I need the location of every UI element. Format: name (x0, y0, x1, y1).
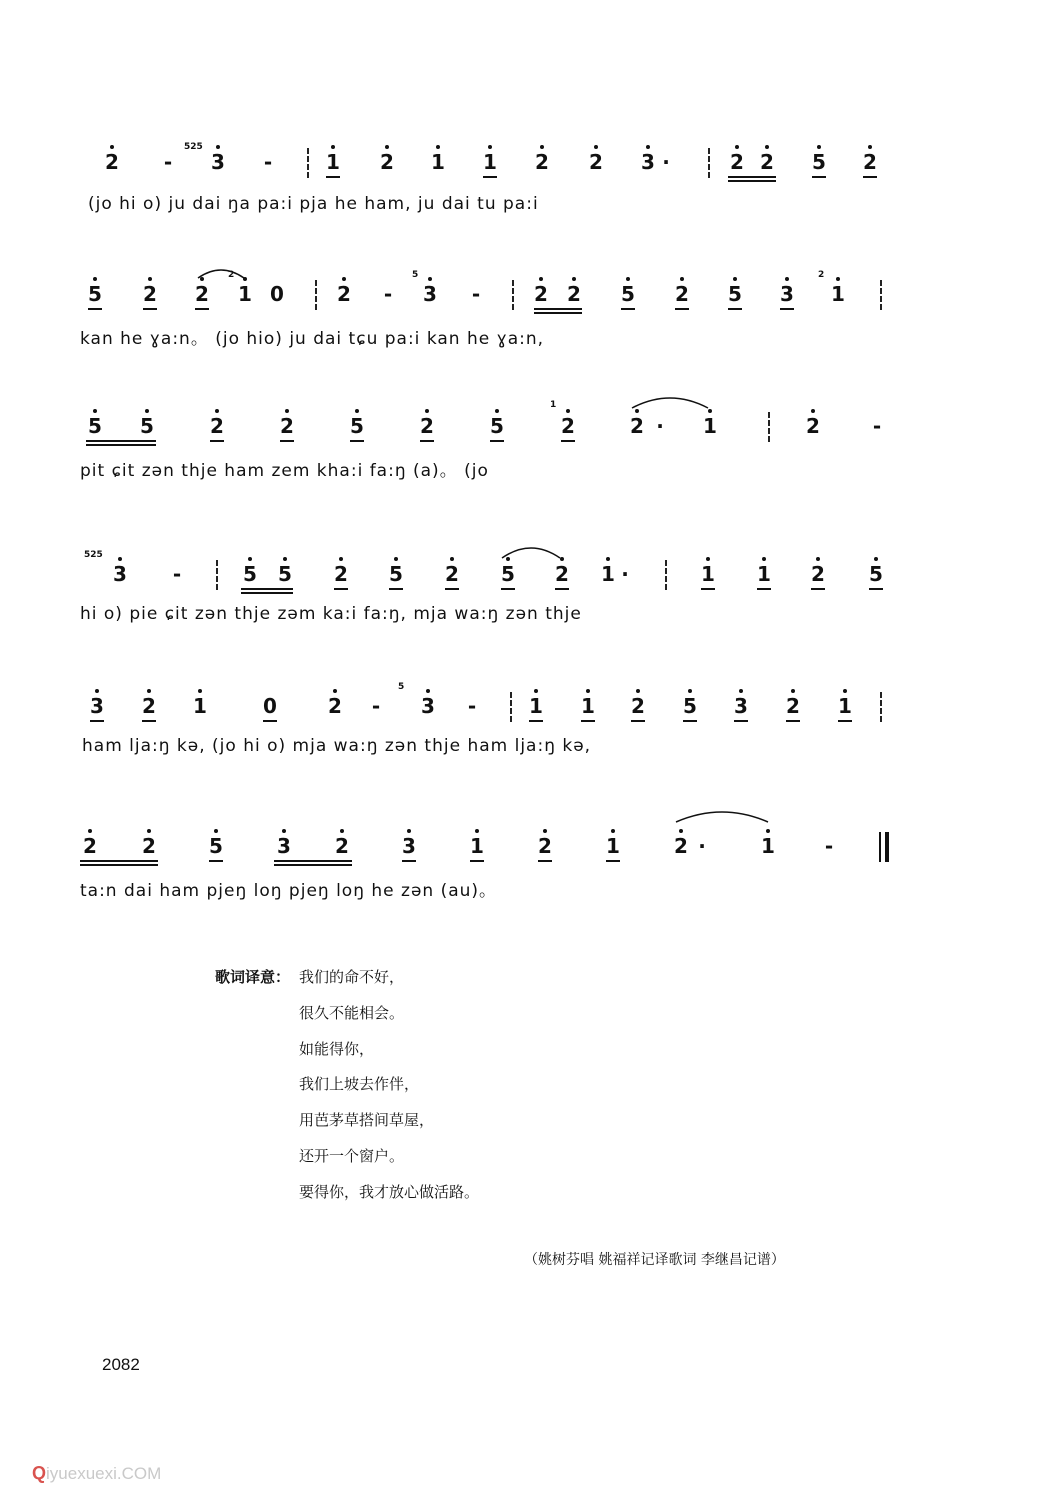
underline (274, 864, 352, 866)
octave-dot (708, 409, 712, 413)
underline (529, 720, 543, 722)
barline (512, 280, 514, 310)
underline (757, 588, 771, 590)
octave-dot (636, 689, 640, 693)
octave-dot (635, 409, 639, 413)
octave-dot (566, 409, 570, 413)
octave-dot (407, 829, 411, 833)
octave-dot (283, 557, 287, 561)
note: 3 (90, 694, 104, 718)
octave-dot (540, 145, 544, 149)
underline (334, 588, 348, 590)
underline (490, 440, 504, 442)
underline (241, 588, 293, 590)
note: 5 (869, 562, 883, 586)
lyrics-line: (jo hi o) ju dai ŋa pa:i pja he ham, ju dai tu pa:i (88, 194, 539, 214)
translation-line: 如能得你， (299, 1040, 375, 1058)
underline (621, 308, 635, 310)
note: 3 (641, 150, 655, 174)
note: 2 (786, 694, 800, 718)
octave-dot (118, 557, 122, 561)
note: 1 (606, 834, 620, 858)
score-system-2 (0, 270, 1056, 350)
octave-dot (436, 145, 440, 149)
octave-dot (148, 277, 152, 281)
note: 5 (621, 282, 635, 306)
octave-dot (791, 689, 795, 693)
underline (863, 176, 877, 178)
underline (581, 720, 595, 722)
underline (470, 860, 484, 862)
note: 2 (561, 414, 575, 438)
note: 5 (209, 834, 223, 858)
note: 1 (701, 562, 715, 586)
octave-dot (214, 829, 218, 833)
octave-dot (428, 277, 432, 281)
underline (606, 860, 620, 862)
underline (786, 720, 800, 722)
note: 1 (838, 694, 852, 718)
note: 2 (631, 694, 645, 718)
note: 5 (501, 562, 515, 586)
note: 3 (780, 282, 794, 306)
score-system-6 (0, 822, 1056, 902)
dash: - (263, 150, 273, 174)
octave-dot (198, 689, 202, 693)
octave-dot (680, 277, 684, 281)
octave-dot (606, 557, 610, 561)
octave-dot (506, 557, 510, 561)
dot-mark: · (662, 150, 670, 174)
note: 5 (243, 562, 257, 586)
score-system-4 (0, 550, 1056, 630)
note: 1 (831, 282, 845, 306)
lyrics-line: kan he ɣa:n。 (jo hio) ju dai tɕu pa:i kan he ɣa:n, (80, 329, 545, 349)
underline (728, 308, 742, 310)
note: 3 (211, 150, 225, 174)
translation-line: 我们的命不好， (299, 968, 405, 986)
note: 2 (674, 834, 688, 858)
score-system-3 (0, 402, 1056, 482)
note: 3 (402, 834, 416, 858)
note: 2 (105, 150, 119, 174)
octave-dot (733, 277, 737, 281)
underline (734, 720, 748, 722)
underline (538, 860, 552, 862)
note: 1 (757, 562, 771, 586)
barline (307, 148, 309, 178)
octave-dot (766, 829, 770, 833)
note: 1 (601, 562, 615, 586)
underline (350, 440, 364, 442)
octave-dot (355, 409, 359, 413)
octave-dot (495, 409, 499, 413)
underline (241, 592, 293, 594)
underline (631, 720, 645, 722)
note: 3 (421, 694, 435, 718)
score-system-1 (0, 140, 1056, 220)
octave-dot (811, 409, 815, 413)
note: 2 (538, 834, 552, 858)
translation-line: 很久不能相会。 (299, 1004, 405, 1022)
octave-dot (735, 145, 739, 149)
barline (768, 412, 770, 442)
note: 2 (335, 834, 349, 858)
underline (445, 588, 459, 590)
note: 2 (195, 282, 209, 306)
underline (143, 308, 157, 310)
underline (142, 720, 156, 722)
note: 2 (675, 282, 689, 306)
octave-dot (450, 557, 454, 561)
note: 1 (193, 694, 207, 718)
octave-dot (534, 689, 538, 693)
note: 5 (683, 694, 697, 718)
note: 1 (238, 282, 252, 306)
underline (728, 176, 776, 178)
slur (196, 264, 246, 280)
grace-notes: 5 (412, 270, 419, 280)
note: 2 (143, 282, 157, 306)
watermark-logo: Q (32, 1463, 47, 1483)
underline (420, 440, 434, 442)
dot-mark: · (621, 562, 629, 586)
underline (728, 180, 776, 182)
dash: - (163, 150, 173, 174)
octave-dot (543, 829, 547, 833)
note: 2 (280, 414, 294, 438)
octave-dot (785, 277, 789, 281)
page-number: 2082 (102, 1355, 140, 1374)
lyrics-line: ta:n dai ham pjeŋ loŋ pjeŋ loŋ he zən (au)。 (80, 881, 498, 901)
note: 2 (328, 694, 342, 718)
note: 2 (589, 150, 603, 174)
note: 2 (811, 562, 825, 586)
note: 1 (581, 694, 595, 718)
underline (280, 440, 294, 442)
underline (501, 588, 515, 590)
octave-dot (385, 145, 389, 149)
octave-dot (147, 689, 151, 693)
note: 5 (88, 282, 102, 306)
note: 2 (555, 562, 569, 586)
translation-line: 我们上坡去作伴， (299, 1075, 420, 1093)
underline (90, 720, 104, 722)
note: 2 (337, 282, 351, 306)
octave-dot (340, 829, 344, 833)
note: 5 (812, 150, 826, 174)
octave-dot (147, 829, 151, 833)
note: 1 (761, 834, 775, 858)
watermark-text: iyuexuexi.COM (46, 1464, 162, 1483)
slur (630, 392, 710, 410)
octave-dot (626, 277, 630, 281)
note: 3 (734, 694, 748, 718)
octave-dot (572, 277, 576, 281)
note: 1 (470, 834, 484, 858)
note: 2 (806, 414, 820, 438)
note: 3 (423, 282, 437, 306)
barline (708, 148, 710, 178)
octave-dot (706, 557, 710, 561)
octave-dot (488, 145, 492, 149)
note: 1 (703, 414, 717, 438)
octave-dot (339, 557, 343, 561)
dash: - (371, 694, 381, 718)
octave-dot (739, 689, 743, 693)
note: 2 (535, 150, 549, 174)
note: 2 (534, 282, 548, 306)
note: 2 (730, 150, 744, 174)
underline (210, 440, 224, 442)
octave-dot (539, 277, 543, 281)
underline (780, 308, 794, 310)
underline (701, 588, 715, 590)
note: 5 (389, 562, 403, 586)
note: 2 (142, 834, 156, 858)
grace-notes: 5 (398, 682, 405, 692)
final-barline-thin (879, 832, 881, 862)
octave-dot (762, 557, 766, 561)
underline (561, 440, 575, 442)
grace-notes: 2 (818, 270, 825, 280)
note: 2 (334, 562, 348, 586)
watermark (32, 1463, 161, 1484)
octave-dot (817, 145, 821, 149)
octave-dot (216, 145, 220, 149)
underline (683, 720, 697, 722)
note: 1 (483, 150, 497, 174)
underline (534, 308, 582, 310)
barline (315, 280, 317, 310)
octave-dot (425, 409, 429, 413)
underline (86, 440, 156, 442)
note: 1 (431, 150, 445, 174)
dash: - (172, 562, 182, 586)
octave-dot (285, 409, 289, 413)
barline (665, 560, 667, 590)
note: 2 (420, 414, 434, 438)
note: 0 (263, 694, 277, 718)
note: 5 (278, 562, 292, 586)
underline (555, 588, 569, 590)
note: 5 (140, 414, 154, 438)
note: 2 (567, 282, 581, 306)
slur (674, 806, 770, 824)
dash: - (383, 282, 393, 306)
barline (216, 560, 218, 590)
octave-dot (342, 277, 346, 281)
underline (811, 588, 825, 590)
octave-dot (282, 829, 286, 833)
note: 2 (445, 562, 459, 586)
dot-mark: · (656, 414, 664, 438)
note: 1 (529, 694, 543, 718)
note: 3 (113, 562, 127, 586)
octave-dot (679, 829, 683, 833)
octave-dot (594, 145, 598, 149)
octave-dot (611, 829, 615, 833)
underline (534, 312, 582, 314)
barline (880, 280, 882, 310)
translation-line: 要得你，我才放心做活路。 (299, 1183, 480, 1201)
lyrics-line: hi o) pie ɕit zən thje zəm ka:i fa:ŋ, mja wa:ŋ zən thje (80, 604, 582, 624)
translation-line: 还开一个窗户。 (299, 1147, 405, 1165)
note: 1 (326, 150, 340, 174)
underline (483, 176, 497, 178)
note: 5 (350, 414, 364, 438)
octave-dot (145, 409, 149, 413)
score-system-5 (0, 682, 1056, 762)
octave-dot (426, 689, 430, 693)
underline (675, 308, 689, 310)
barline (880, 692, 882, 722)
octave-dot (765, 145, 769, 149)
octave-dot (243, 277, 247, 281)
octave-dot (88, 829, 92, 833)
octave-dot (93, 277, 97, 281)
underline (402, 860, 416, 862)
grace-notes: 525 (184, 142, 203, 152)
octave-dot (248, 557, 252, 561)
octave-dot (93, 409, 97, 413)
lyrics-line: ham lja:ŋ kə, (jo hi o) mja wa:ŋ zən thje ham lja:ŋ kə, (82, 736, 592, 756)
octave-dot (646, 145, 650, 149)
octave-dot (331, 145, 335, 149)
octave-dot (95, 689, 99, 693)
octave-dot (215, 409, 219, 413)
underline (86, 444, 156, 446)
underline (812, 176, 826, 178)
octave-dot (836, 277, 840, 281)
octave-dot (333, 689, 337, 693)
octave-dot (843, 689, 847, 693)
credits: （姚树芬唱 姚福祥记译歌词 李继昌记谱） (524, 1252, 785, 1268)
grace-notes: 1 (550, 400, 557, 410)
note: 5 (728, 282, 742, 306)
underline (209, 860, 223, 862)
underline (274, 860, 352, 862)
underline (88, 308, 102, 310)
note: 5 (88, 414, 102, 438)
note: 5 (490, 414, 504, 438)
note: 2 (760, 150, 774, 174)
dash: - (824, 834, 834, 858)
octave-dot (586, 689, 590, 693)
grace-notes: 2 (228, 270, 235, 280)
octave-dot (874, 557, 878, 561)
dash: - (467, 694, 477, 718)
dash: - (872, 414, 882, 438)
note: 3 (277, 834, 291, 858)
underline (389, 588, 403, 590)
note: 2 (380, 150, 394, 174)
dot-mark: · (698, 834, 706, 858)
octave-dot (475, 829, 479, 833)
underline (263, 720, 277, 722)
octave-dot (394, 557, 398, 561)
underline (80, 864, 158, 866)
octave-dot (688, 689, 692, 693)
underline (195, 308, 209, 310)
final-barline-thick (885, 832, 889, 862)
underline (326, 176, 340, 178)
note: 2 (210, 414, 224, 438)
note: 2 (83, 834, 97, 858)
translation-heading: 歌词译意： (215, 968, 291, 986)
translation-line: 用芭茅草搭间草屋， (299, 1111, 435, 1129)
underline (80, 860, 158, 862)
barline (510, 692, 512, 722)
octave-dot (868, 145, 872, 149)
underline (838, 720, 852, 722)
dash: - (471, 282, 481, 306)
underline (869, 588, 883, 590)
octave-dot (816, 557, 820, 561)
note: 2 (863, 150, 877, 174)
note: 2 (630, 414, 644, 438)
grace-notes: 525 (84, 550, 103, 560)
lyrics-line: pit ɕit zən thje ham zem kha:i fa:ŋ (a)。 (jo (80, 461, 489, 481)
octave-dot (560, 557, 564, 561)
octave-dot (110, 145, 114, 149)
note: 2 (142, 694, 156, 718)
note: 0 (270, 282, 284, 306)
